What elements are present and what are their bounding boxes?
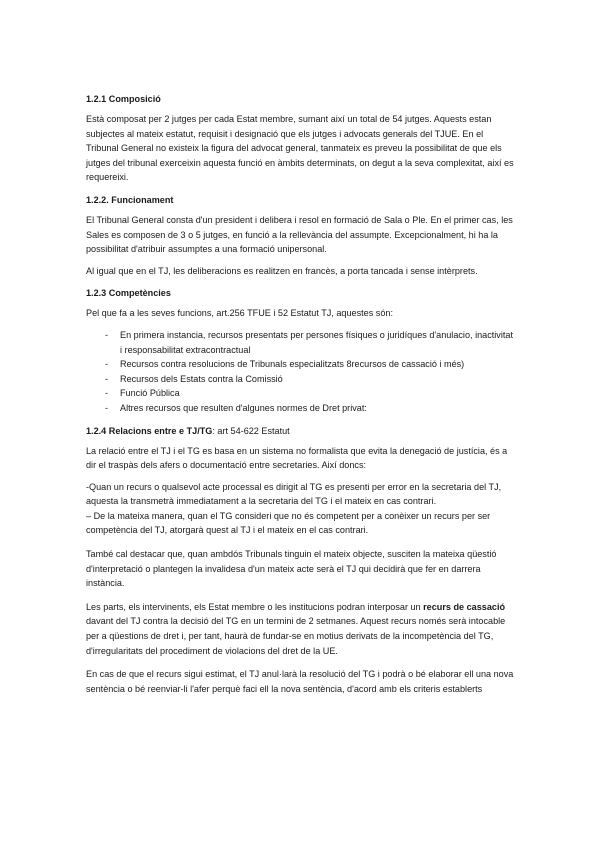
paragraph-relacions-3-a: Les parts, els intervinents, els Estat membre o les institucions podran interposar un xyxy=(86,601,424,612)
paragraph-relacions-4: En cas de que el recurs sigui estimat, el TJ anul·larà la resolució del TG i podrà o bé elaborar ell una nova sentència o bé reenviar-li l'afer perquè faci ell la nova sentència, d'acord amb els criteris establerts xyxy=(86,669,514,694)
paragraph-relacions-1: La relació entre el TJ i el TG es basa en un sistema no formalista que evita la denegació de justícia, és a dir el traspàs dels afers o documentació entre secretaries. Així doncs: xyxy=(86,445,508,471)
list-item: - Funció Pública xyxy=(86,386,514,401)
section-relacions xyxy=(86,424,514,697)
paragraph-competencies-intro: Pel que fa a les seves funcions, art.256 TFUE i 52 Estatut TJ, aquestes són: xyxy=(86,308,393,319)
list-item: - En primera instancia, recursos presentats per persones físiques o juridíques d'anulacio, inactivitat i responsabilitat extracontractual xyxy=(86,328,514,357)
section-funcionament xyxy=(86,193,514,278)
paragraph-relacions-dash-1: -Quan un recurs o qualsevol acte processal es dirigit al TG es presenti per error en la secretaria del TJ, aquesta la transmetrà immediatament a la secretaria del TG i el mateix en cas contrari. xyxy=(86,481,502,507)
paragraph-relacions-3-bold: recurs de cassació xyxy=(423,601,506,612)
paragraph-relacions-3-b: davant del TJ contra la decisió del TG en un termini de 2 setmanes. Aquest recurs només serà intocable per a qüestions de dret i, per tant, haurà de fundar-se en motius derivats de la incompetència del TG, d'irregularitats del procediment de violacions del dret de la UE. xyxy=(86,616,506,656)
paragraph-relacions-2: També cal destacar que, quan ambdós Tribunals tinguin el mateix objecte, susciten la mateixa qüestió d'interpretació o plantegen la invalidesa d'un mateix acte serà el TJ qui decidirà que fer en darrera instància. xyxy=(86,549,497,589)
paragraph-funcionament-2: Al igual que en el TJ, les deliberacions es realitzen en francès, a porta tancada i sense intèrprets. xyxy=(86,265,478,276)
heading-relacions xyxy=(86,424,514,438)
list-item: - Recursos contra resolucions de Tribunals especialitzats 8recursos de cassació i més) xyxy=(86,357,514,372)
paragraph-composicio: Està composat per 2 jutges per cada Estat membre, sumant així un total de 54 jutges. Aquests estan subjectes al mateix estatut, requisit i designació que els jutges i advocats generals del TJUE. En el Tribunal General no existeix la figura del advocat general, tanmateix es preveu la possibilitat de que els jutges del tribunal exerceixin aquesta funció en àmbits determinats, on degut a la seva complexitat, així es requereixi. xyxy=(86,114,514,183)
competencies-list xyxy=(86,328,514,416)
paragraph-relacions-3 xyxy=(86,600,514,658)
heading-funcionament: 1.2.2. Funcionament xyxy=(86,194,174,205)
list-item: - Recursos dels Estats contra la Comissió xyxy=(86,372,514,387)
heading-relacions-bold: 1.2.4 Relacions entre e TJ/TG xyxy=(86,425,213,436)
section-competencies xyxy=(86,286,514,415)
paragraph-relacions-dash-2: – De la mateixa manera, quan el TG consideri que no és competent per a conèixer un recurs per ser competència del TJ, atorgarà quest al TJ i el mateix en el cas contrari. xyxy=(86,510,491,536)
heading-composicio: 1.2.1 Composició xyxy=(86,94,161,104)
list-item: - Altres recursos que resulten d'algunes normes de Dret privat: xyxy=(86,401,514,416)
paragraph-funcionament-1: El Tribunal General consta d'un president i delibera i resol en formació de Sala o Ple. En el primer cas, les Sales es composen de 3 o 5 jutges, en funció a la rellevància del assumpte. Excepcionalment, hi ha la possibilitat d'atribuir assumptes a una formació unipersonal. xyxy=(86,214,513,255)
section-composicio xyxy=(86,92,514,185)
heading-competencies: 1.2.3 Competències xyxy=(86,288,171,299)
heading-relacions-rest: : art 54-622 Estatut xyxy=(212,425,290,436)
